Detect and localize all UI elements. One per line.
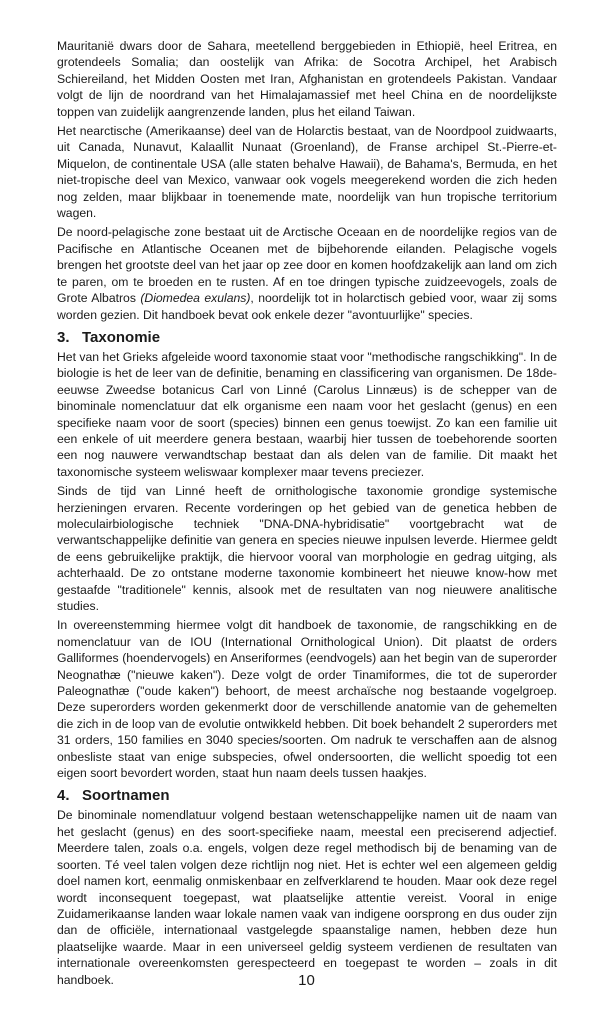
paragraph-taxonomy-history: Sinds de tijd van Linné heeft de ornithologische taxonomie grondige systemische herzieningen ervaren. Recente vorderingen op het gebied van de genetica hebben de moleculairbiologische techniek "DNA-DNA-hybridisatie" voortgebracht wat de verwantschappelijke definitie van genera en species nieuwe inpulsen leverde. Hiermee geldt de eens gebruikelijke praktijk, die hiervoor vooral van morphologie en gedrag uitging, als achterhaald. De zo ontstane moderne taxonomie kombineert het nieuwe know-how met gestaafde "traditionele" kennis, alsook met de resultaten van nog nieuwere analitische studies. [57, 484, 557, 613]
section-number: 3. [57, 328, 70, 346]
paragraph-palearctic-boundary: Mauritanië dwars door de Sahara, meetellend berggebieden in Ethiopië, heel Eritrea, en grotendeels Somalia; dan oostelijk van Afrika: de Socotra Archipel, het Arabisch Schiereiland, het Midden Oosten met Iran, Afghanistan en grotendeels Pakistan. Vandaar volgt de lijn de noordrand van het Himalajamassief met heel China en de noordelijkste toppen van zuidelijk aangrenzende landen, plus het eiland Taiwan. [57, 39, 557, 119]
pelagic-species-name: (Diomedea exulans) [140, 291, 251, 306]
section-title: Soortnamen [82, 787, 170, 805]
paragraph-pelagic [57, 224, 557, 322]
paragraph-nearctic: Het nearctische (Amerikaanse) deel van de Holarctis bestaat, van de Noordpool zuidwaarts, uit Canada, Nunavut, Kalaallit Nunaat (Groenland), de Franse archipel St.-Pierre-et-Miquelon, de continentale USA (alle staten behalve Hawaii), de Bahama's, Bermuda, en het niet-tropische deel van Mexico, vanwaar ook vogels meegerekend worden die zich heden nog zelden, maar blijkbaar in toenemende mate, noordelijk van hun tropische territorium wagen. [57, 124, 557, 221]
paragraph-species-names: De binominale nomendlatuur volgend bestaan wetenschappelijke namen uit de naam van het geslacht (genus) en des soort-specifieke naam, meestal een preciserend adjectief. Meerdere talen, zoals o.a. engels, volgen deze regel methodisch bij de benaming van de soorten. Té veel talen volgen deze richtlijn nog niet. Het is echter wel een algemeen geldig doel namen kort, eenmalig onmiskenbaar en zelfverklarend te houden. Maar ook deze regel wordt inconsequent toegepast, wat plaatselijke attentie vereist. Vooral in enige Zuidamerikaanse landen waar lokale namen vaak van indigene oorsprong en dus ouder zijn dan de officiële, internationaal vastgelegde spaanstalige namen, hebben deze hun plaatselijke waarde. Maar in een universeel geldig systeem verdienen de resultaten van internationale overeenkomsten gerespecteerd en toegepast te worden – zoals in dit handboek. [57, 808, 557, 987]
section-heading-taxonomie [57, 329, 557, 347]
pelagic-text-before: De noord-pelagische zone bestaat uit de Arctische Oceaan en de noordelijke regios van de Pacifische en Atlantische Oceanen met de bijbehorende eilanden. Pelagische vogels brengen het grootste deel van het jaar op zee door en komen hoofdzakelijk aan land om zich te paren, om te broeden en te rusten. Af en toe dringen typische zuidzeevogels, zoals de Grote Albatros [57, 225, 558, 306]
paragraph-taxonomy-iou: In overeenstemming hiermee volgt dit handboek de taxonomie, de rangschikking en de nomenclatuur van de IOU (International Ornithological Union). Dit plaatst de orders Galliformes (hoendervogels) en Anseriformes (eendvogels) aan het begin van de superorder Neognathæ ("nieuwe kaken"). Deze volgt de order Tinamiformes, die tot de superorder Paleognathæ ("oude kaken") behoort, de meest archaïsche nog bestaande vogelgroep. Deze superorders worden gekenmerkt door de verschillende anatomie van de gehemelten die zich in de loop van de evolutie ontwikkeld hebben. Dit boek behandelt 2 superorders met 31 orders, 150 families en 3040 species/soorten. Om nadruk te verschaffen aan de alsnog onbesliste staat van enige subspecies, ofwel ondersoorten, die wellicht spoedig tot een eigen soort bevordert worden, staat hun naam deels tussen haakjes. [57, 618, 557, 781]
page-body [57, 38, 557, 991]
paragraph-taxonomy-definition: Het van het Grieks afgeleide woord taxonomie staat voor "methodische rangschikking". In de biologie is het de leer van de definitie, benaming en classificering van organismen. De 18de-eeuwse Zweedse botanicus Carl von Linné (Carolus Linnæus) is de schepper van de binominale nomenclatuur dat elk organisme een naam voor het geslacht (genus) en een specifieke naam voor de soort (species) binnen een genus toewijst. Zo kan een familie uit een enkele of uit meerdere genera bestaan, waarbij hier tussen de toebehorende soorten een nog nauwere verwandtschap bestaat dan als delen van de familie. Dit maakt het taxonomische systeem weliswaar komplexer maar tevens preciezer. [57, 349, 557, 479]
pelagic-text-after: , noordelijk tot in holarctisch gebied voor, waar zij soms worden gezien. Dit handboek bevat ook enkele dezer "avontuurlijke" species. [57, 291, 557, 322]
section-title: Taxonomie [82, 328, 161, 346]
section-heading-soortnamen [57, 787, 557, 805]
page-number: 10 [298, 972, 315, 989]
section-number: 4. [57, 787, 70, 805]
